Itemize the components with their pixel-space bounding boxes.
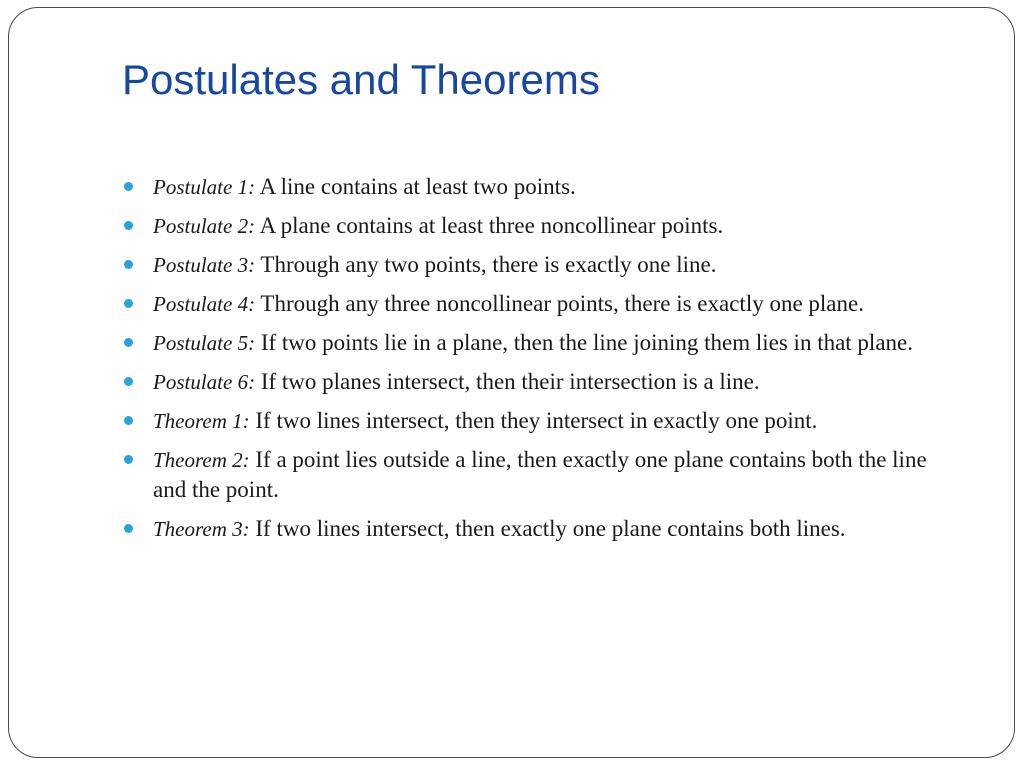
- item-text: Through any two points, there is exactly one line.: [260, 252, 717, 277]
- list-item: [122, 211, 962, 241]
- item-label: Postulate 2:: [153, 214, 256, 238]
- item-text: Through any three noncollinear points, there is exactly one plane.: [260, 291, 864, 316]
- item-label: Postulate 4:: [153, 292, 256, 316]
- bullet-dot-icon: [124, 377, 133, 386]
- bullet-list: [122, 172, 962, 553]
- bullet-dot-icon: [124, 338, 133, 347]
- bullet-dot-icon: [124, 182, 133, 191]
- bullet-dot-icon: [124, 416, 133, 425]
- item-text: If two planes intersect, then their intersection is a line.: [260, 369, 760, 394]
- item-label: Postulate 6:: [153, 370, 256, 394]
- slide-frame: [8, 7, 1015, 758]
- item-text: If a point lies outside a line, then exactly one plane contains both the line and the point.: [153, 447, 927, 502]
- list-item: [122, 172, 962, 202]
- list-item: [122, 367, 962, 397]
- item-text: If two points lie in a plane, then the line joining them lies in that plane.: [260, 330, 913, 355]
- item-text: If two lines intersect, then they intersect in exactly one point.: [255, 408, 818, 433]
- bullet-dot-icon: [124, 524, 133, 533]
- bullet-dot-icon: [124, 299, 133, 308]
- bullet-dot-icon: [124, 221, 133, 230]
- list-item: [122, 514, 962, 544]
- slide-title: Postulates and Theorems: [122, 56, 600, 103]
- list-item: [122, 250, 962, 280]
- list-item: [122, 328, 962, 358]
- item-label: Postulate 5:: [153, 331, 256, 355]
- item-text: A plane contains at least three noncollinear points.: [259, 213, 724, 238]
- list-item: [122, 445, 962, 505]
- item-text: If two lines intersect, then exactly one plane contains both lines.: [255, 516, 846, 541]
- item-text: A line contains at least two points.: [259, 174, 576, 199]
- item-label: Theorem 2:: [153, 448, 250, 472]
- item-label: Theorem 1:: [153, 409, 250, 433]
- bullet-dot-icon: [124, 260, 133, 269]
- item-label: Postulate 1:: [153, 175, 256, 199]
- item-label: Postulate 3:: [153, 253, 256, 277]
- item-label: Theorem 3:: [153, 517, 250, 541]
- list-item: [122, 289, 962, 319]
- list-item: [122, 406, 962, 436]
- bullet-dot-icon: [124, 455, 133, 464]
